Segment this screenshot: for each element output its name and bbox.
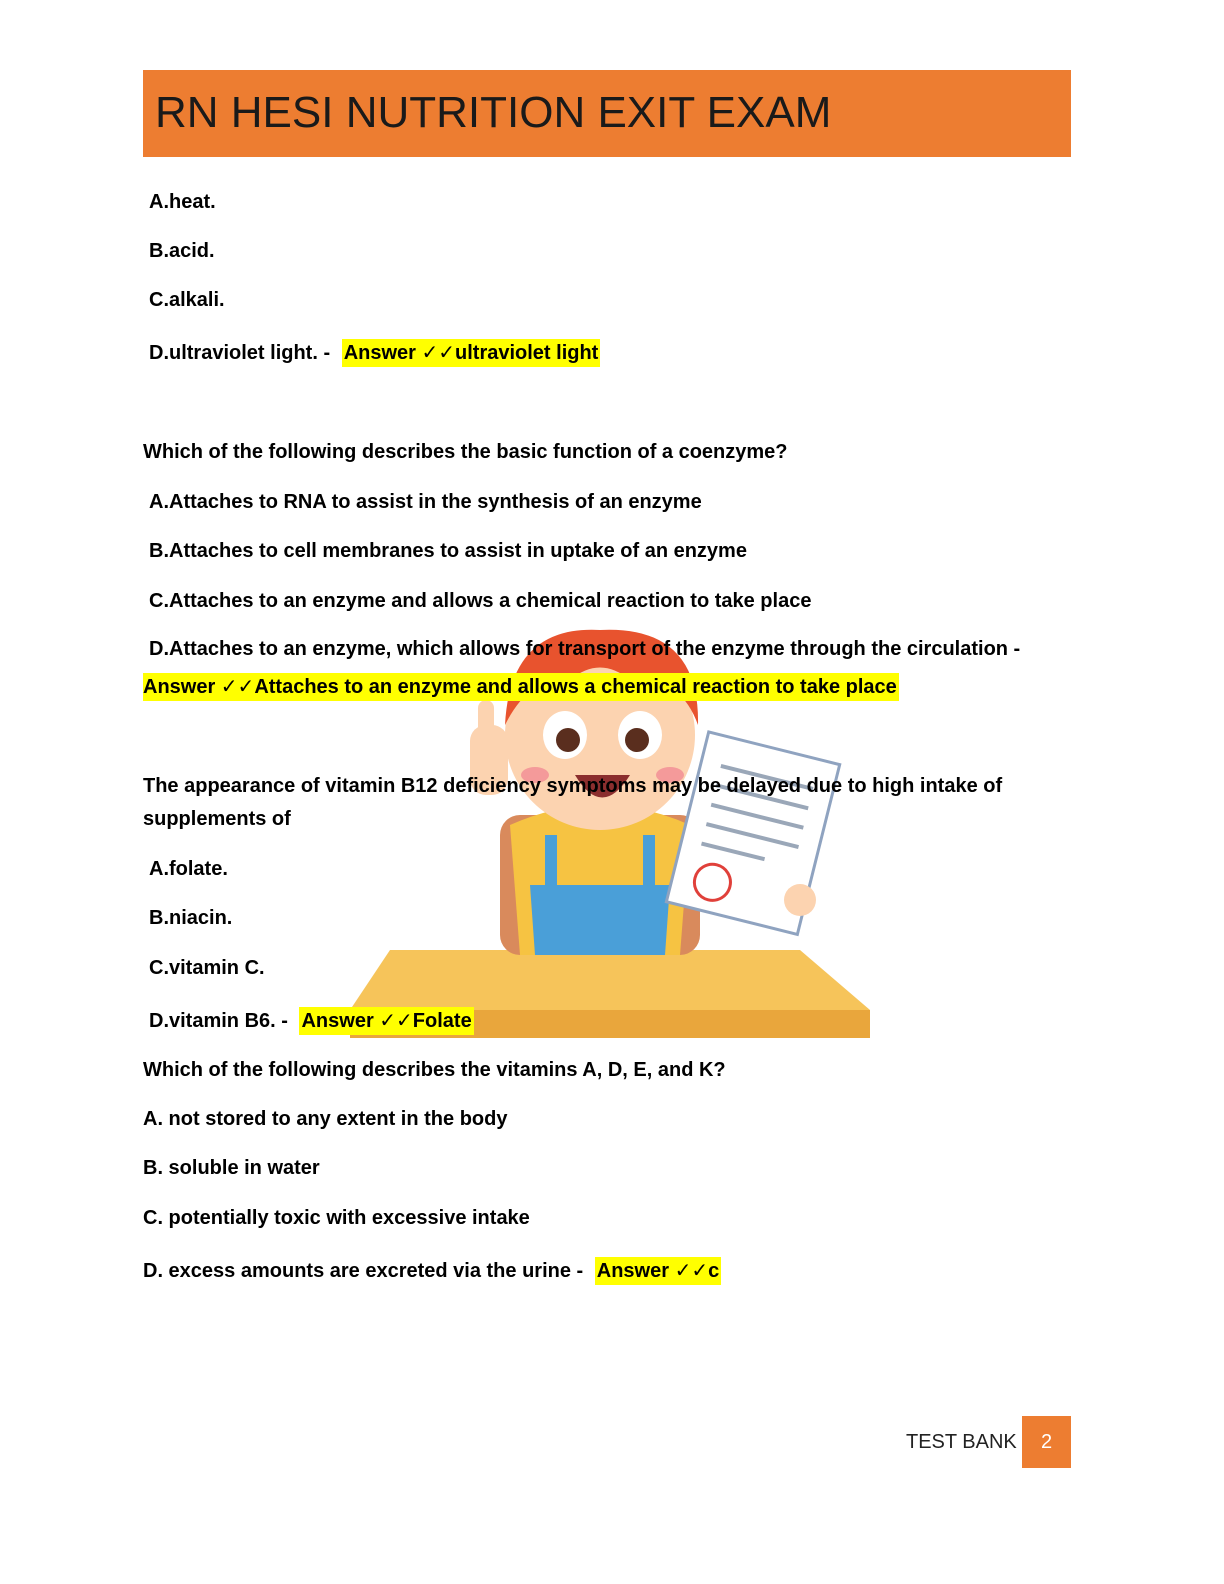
question-text: Which of the following describes the basic function of a coenzyme? bbox=[143, 441, 788, 463]
option-b: B.acid. bbox=[149, 240, 215, 262]
answer-line bbox=[143, 674, 899, 700]
option-d: D.ultraviolet light. - bbox=[149, 342, 331, 364]
answer-highlight: Answer ✓✓Folate bbox=[299, 1007, 473, 1035]
option-c: C.vitamin C. bbox=[149, 957, 265, 979]
option-d-with-answer bbox=[143, 1258, 721, 1284]
option-c: C.alkali. bbox=[149, 289, 225, 311]
page-title: RN HESI NUTRITION EXIT EXAM bbox=[155, 88, 832, 137]
option-b: B.niacin. bbox=[149, 907, 233, 929]
answer-highlight: Answer ✓✓c bbox=[595, 1257, 721, 1285]
option-b: B. soluble in water bbox=[143, 1157, 320, 1179]
answer-highlight: Answer ✓✓ultraviolet light bbox=[342, 339, 601, 367]
option-a: A.folate. bbox=[149, 858, 228, 880]
option-d: D.Attaches to an enzyme, which allows for transport of the enzyme through the circulation - bbox=[149, 638, 1021, 660]
option-d: D.vitamin B6. - bbox=[149, 1010, 288, 1032]
option-a: A.heat. bbox=[149, 191, 216, 213]
question-text: The appearance of vitamin B12 deficiency symptoms may be delayed due to high intake of bbox=[143, 775, 1003, 797]
option-c: C.Attaches to an enzyme and allows a chemical reaction to take place bbox=[149, 590, 812, 612]
question-text-cont: supplements of bbox=[143, 808, 291, 830]
option-c: C. potentially toxic with excessive intake bbox=[143, 1207, 530, 1229]
answer-highlight: Answer ✓✓Attaches to an enzyme and allows a chemical reaction to take place bbox=[143, 673, 899, 701]
footer-label: TEST BANK bbox=[906, 1431, 1017, 1453]
page-number: 2 bbox=[1022, 1416, 1071, 1468]
option-d: D. excess amounts are excreted via the urine - bbox=[143, 1260, 584, 1282]
option-d-with-answer bbox=[149, 340, 600, 366]
header-bar bbox=[143, 70, 1071, 157]
option-a: A. not stored to any extent in the body bbox=[143, 1108, 508, 1130]
question-text: Which of the following describes the vitamins A, D, E, and K? bbox=[143, 1059, 726, 1081]
option-d-with-answer bbox=[149, 1008, 474, 1034]
option-b: B.Attaches to cell membranes to assist in uptake of an enzyme bbox=[149, 540, 747, 562]
option-a: A.Attaches to RNA to assist in the synthesis of an enzyme bbox=[149, 491, 702, 513]
